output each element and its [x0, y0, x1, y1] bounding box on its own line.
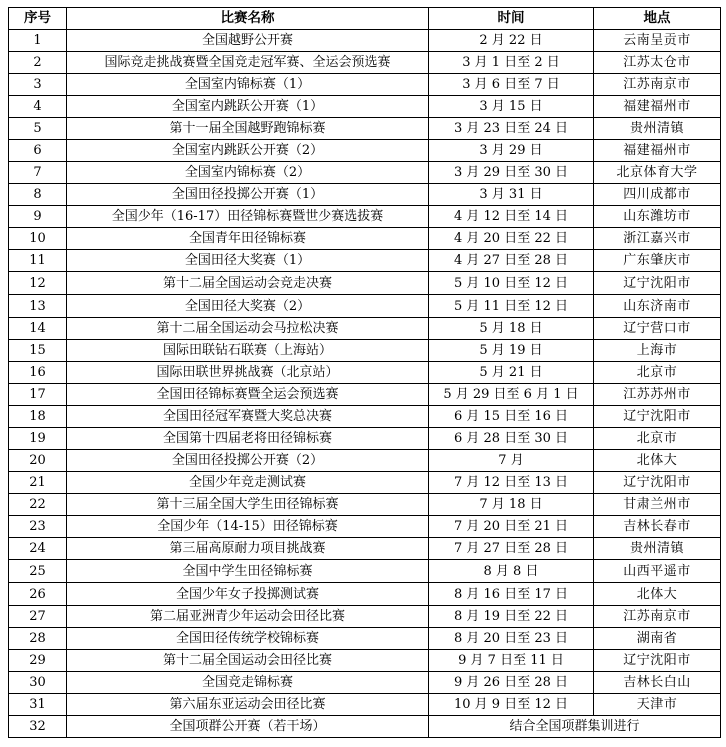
table-row — [9, 384, 721, 406]
competition-place: 广东肇庆市 — [594, 250, 721, 272]
table-row — [9, 184, 721, 206]
competition-time: 7 月 20 日至 21 日 — [429, 516, 594, 538]
table-row — [9, 472, 721, 494]
competition-time: 5 月 19 日 — [429, 340, 594, 362]
competition-place: 湖南省 — [594, 628, 721, 650]
competition-place: 江苏南京市 — [594, 74, 721, 96]
competition-time: 5 月 29 日至 6 月 1 日 — [429, 384, 594, 406]
competition-time: 5 月 21 日 — [429, 362, 594, 384]
table-row — [9, 74, 721, 96]
header-row — [9, 8, 721, 30]
competition-place: 山西平遥市 — [594, 560, 721, 583]
table-row — [9, 318, 721, 340]
competition-time: 10 月 9 日至 12 日 — [429, 694, 594, 716]
competition-name: 全国田径传统学校锦标赛 — [67, 628, 429, 650]
competition-time: 7 月 12 日至 13 日 — [429, 472, 594, 494]
competition-name: 国际田联世界挑战赛（北京站） — [67, 362, 429, 384]
row-number: 11 — [9, 250, 67, 272]
competition-name: 全国少年（16-17）田径锦标赛暨世少赛选拔赛 — [67, 206, 429, 228]
table-header — [9, 8, 721, 30]
table-row — [9, 606, 721, 628]
competition-place: 浙江嘉兴市 — [594, 228, 721, 250]
row-number: 28 — [9, 628, 67, 650]
row-number: 32 — [9, 716, 67, 738]
row-number: 5 — [9, 118, 67, 140]
table-row — [9, 340, 721, 362]
competition-place: 福建福州市 — [594, 140, 721, 162]
competition-time: 8 月 20 日至 23 日 — [429, 628, 594, 650]
competition-place: 辽宁沈阳市 — [594, 406, 721, 428]
competition-place: 北体大 — [594, 583, 721, 606]
competition-time: 5 月 10 日至 12 日 — [429, 272, 594, 295]
row-number: 26 — [9, 583, 67, 606]
competition-name: 全国竞走锦标赛 — [67, 672, 429, 694]
row-number: 23 — [9, 516, 67, 538]
table-row — [9, 118, 721, 140]
table-body — [9, 30, 721, 738]
competition-name: 全国越野公开赛 — [67, 30, 429, 52]
competition-time: 9 月 7 日至 11 日 — [429, 650, 594, 672]
row-number: 27 — [9, 606, 67, 628]
competition-name: 第十一届全国越野跑锦标赛 — [67, 118, 429, 140]
competition-name: 全国田径投掷公开赛（1） — [67, 184, 429, 206]
competition-place: 天津市 — [594, 694, 721, 716]
competition-time: 3 月 31 日 — [429, 184, 594, 206]
competition-place: 北体大 — [594, 450, 721, 472]
competition-place: 山东潍坊市 — [594, 206, 721, 228]
table-row — [9, 250, 721, 272]
competition-place: 辽宁营口市 — [594, 318, 721, 340]
competition-name: 全国第十四届老将田径锦标赛 — [67, 428, 429, 450]
competition-place: 云南呈贡市 — [594, 30, 721, 52]
competition-place: 北京市 — [594, 428, 721, 450]
competition-name: 全国少年（14-15）田径锦标赛 — [67, 516, 429, 538]
row-number: 16 — [9, 362, 67, 384]
competition-name: 全国田径大奖赛（2） — [67, 295, 429, 318]
competition-name: 第十二届全国运动会田径比赛 — [67, 650, 429, 672]
competition-name: 第十二届全国运动会竞走决赛 — [67, 272, 429, 295]
competition-place: 辽宁沈阳市 — [594, 472, 721, 494]
table-row — [9, 694, 721, 716]
row-number: 14 — [9, 318, 67, 340]
competition-name: 第十二届全国运动会马拉松决赛 — [67, 318, 429, 340]
competition-place: 辽宁沈阳市 — [594, 650, 721, 672]
table-row — [9, 650, 721, 672]
header-no: 序号 — [9, 8, 67, 30]
competition-time: 8 月 8 日 — [429, 560, 594, 583]
table-row — [9, 560, 721, 583]
competition-time: 7 月 — [429, 450, 594, 472]
competition-time: 结合全国项群集训进行 — [429, 716, 721, 738]
competition-time: 3 月 15 日 — [429, 96, 594, 118]
competition-name: 全国室内跳跃公开赛（1） — [67, 96, 429, 118]
competition-time: 3 月 6 日至 7 日 — [429, 74, 594, 96]
competition-time: 6 月 28 日至 30 日 — [429, 428, 594, 450]
header-place: 地点 — [594, 8, 721, 30]
row-number: 9 — [9, 206, 67, 228]
competition-place: 贵州清镇 — [594, 538, 721, 560]
table-row — [9, 295, 721, 318]
row-number: 17 — [9, 384, 67, 406]
table-row — [9, 362, 721, 384]
table-row — [9, 162, 721, 184]
table-row — [9, 428, 721, 450]
competition-place: 福建福州市 — [594, 96, 721, 118]
row-number: 13 — [9, 295, 67, 318]
row-number: 24 — [9, 538, 67, 560]
competition-time: 4 月 27 日至 28 日 — [429, 250, 594, 272]
competition-name: 全国田径锦标赛暨全运会预选赛 — [67, 384, 429, 406]
competition-place: 贵州清镇 — [594, 118, 721, 140]
competition-name: 全国室内锦标赛（1） — [67, 74, 429, 96]
competition-name: 全国田径投掷公开赛（2） — [67, 450, 429, 472]
table-row — [9, 628, 721, 650]
competition-time: 2 月 22 日 — [429, 30, 594, 52]
table-row — [9, 272, 721, 295]
competition-name: 全国少年竞走测试赛 — [67, 472, 429, 494]
row-number: 22 — [9, 494, 67, 516]
competition-place: 北京体育大学 — [594, 162, 721, 184]
table-row — [9, 206, 721, 228]
competition-name: 全国田径大奖赛（1） — [67, 250, 429, 272]
competition-name: 第二届亚洲青少年运动会田径比赛 — [67, 606, 429, 628]
competition-time: 7 月 27 日至 28 日 — [429, 538, 594, 560]
row-number: 4 — [9, 96, 67, 118]
row-number: 1 — [9, 30, 67, 52]
competition-time: 3 月 23 日至 24 日 — [429, 118, 594, 140]
row-number: 30 — [9, 672, 67, 694]
row-number: 12 — [9, 272, 67, 295]
row-number: 6 — [9, 140, 67, 162]
competition-name: 全国中学生田径锦标赛 — [67, 560, 429, 583]
row-number: 7 — [9, 162, 67, 184]
competition-name: 全国项群公开赛（若干场） — [67, 716, 429, 738]
competition-time: 5 月 11 日至 12 日 — [429, 295, 594, 318]
competition-place: 江苏太仓市 — [594, 52, 721, 74]
table-row — [9, 30, 721, 52]
competition-name: 全国室内锦标赛（2） — [67, 162, 429, 184]
competition-name: 全国少年女子投掷测试赛 — [67, 583, 429, 606]
competition-time: 3 月 29 日至 30 日 — [429, 162, 594, 184]
competition-place: 江苏苏州市 — [594, 384, 721, 406]
row-number: 10 — [9, 228, 67, 250]
competition-time: 4 月 20 日至 22 日 — [429, 228, 594, 250]
table-row — [9, 228, 721, 250]
row-number: 15 — [9, 340, 67, 362]
table-row — [9, 406, 721, 428]
competition-name: 全国田径冠军赛暨大奖总决赛 — [67, 406, 429, 428]
row-number: 18 — [9, 406, 67, 428]
competition-place: 四川成都市 — [594, 184, 721, 206]
competition-place: 江苏南京市 — [594, 606, 721, 628]
table-row — [9, 538, 721, 560]
competition-name: 第六届东亚运动会田径比赛 — [67, 694, 429, 716]
competition-time: 6 月 15 日至 16 日 — [429, 406, 594, 428]
competition-schedule-table — [8, 7, 721, 738]
competition-time: 7 月 18 日 — [429, 494, 594, 516]
row-number: 29 — [9, 650, 67, 672]
competition-name: 全国室内跳跃公开赛（2） — [67, 140, 429, 162]
competition-place: 北京市 — [594, 362, 721, 384]
table-row — [9, 494, 721, 516]
competition-name: 国际竞走挑战赛暨全国竞走冠军赛、全运会预选赛 — [67, 52, 429, 74]
row-number: 19 — [9, 428, 67, 450]
header-time: 时间 — [429, 8, 594, 30]
competition-time: 8 月 16 日至 17 日 — [429, 583, 594, 606]
row-number: 31 — [9, 694, 67, 716]
table-row — [9, 450, 721, 472]
competition-time: 9 月 26 日至 28 日 — [429, 672, 594, 694]
table-row — [9, 583, 721, 606]
table-row — [9, 96, 721, 118]
competition-name: 第十三届全国大学生田径锦标赛 — [67, 494, 429, 516]
table-row — [9, 672, 721, 694]
competition-place: 上海市 — [594, 340, 721, 362]
competition-time: 4 月 12 日至 14 日 — [429, 206, 594, 228]
header-name: 比赛名称 — [67, 8, 429, 30]
row-number: 20 — [9, 450, 67, 472]
competition-place: 山东济南市 — [594, 295, 721, 318]
competition-time: 5 月 18 日 — [429, 318, 594, 340]
competition-time: 8 月 19 日至 22 日 — [429, 606, 594, 628]
competition-name: 全国青年田径锦标赛 — [67, 228, 429, 250]
row-number: 8 — [9, 184, 67, 206]
row-number: 3 — [9, 74, 67, 96]
competition-name: 国际田联钻石联赛（上海站） — [67, 340, 429, 362]
table-row — [9, 516, 721, 538]
competition-place: 甘肃兰州市 — [594, 494, 721, 516]
table-row — [9, 52, 721, 74]
competition-place: 吉林长春市 — [594, 516, 721, 538]
competition-place: 吉林长白山 — [594, 672, 721, 694]
competition-name: 第三届高原耐力项目挑战赛 — [67, 538, 429, 560]
row-number: 21 — [9, 472, 67, 494]
table-row — [9, 140, 721, 162]
competition-time: 3 月 29 日 — [429, 140, 594, 162]
row-number: 2 — [9, 52, 67, 74]
competition-time: 3 月 1 日至 2 日 — [429, 52, 594, 74]
row-number: 25 — [9, 560, 67, 583]
table-row — [9, 716, 721, 738]
competition-place: 辽宁沈阳市 — [594, 272, 721, 295]
